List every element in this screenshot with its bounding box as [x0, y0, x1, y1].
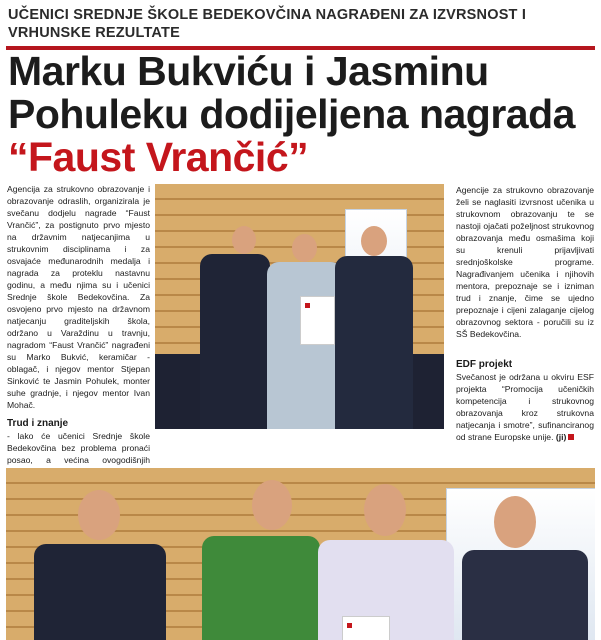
award-photo-bottom — [6, 468, 595, 640]
right-paragraph-2-text: Svečanost je održana u okviru ESF projekta “Promocija učeničkih kompetencija i strukovnog obrazovanja kroz strukovna natjecanja i smotre”, sufinanciranog od strane Europske unije. — [456, 372, 594, 442]
award-certificate — [342, 616, 390, 640]
suit-shape — [34, 544, 166, 640]
left-subhead: Trud i znanje — [7, 418, 69, 429]
right-text-column — [456, 184, 594, 443]
author-signature: (ji) — [555, 432, 567, 442]
suit-shape — [335, 256, 413, 429]
shirt-shape — [202, 536, 320, 640]
headline-award-name: “Faust Vrančić” — [8, 134, 309, 180]
award-photo-top — [155, 184, 444, 429]
article-kicker: UČENICI SREDNJE ŠKOLE BEDEKOVČINA NAGRAĐENI ZA IZVRSNOST I VRHUNSKE REZULTATE — [8, 7, 527, 41]
head-shape — [361, 226, 387, 256]
right-paragraph-1: Agencije za strukovno obrazovanje želi se naglasiti izvrsnost učenika u strukovnom obrazovanju te se nastoji ojačati poželjnost strukovnog obrazovanja među osmašima koji su krenuli prijavljivati srednjoškolske programe. Nagrađivanjem učenika i njihovih mentora, prepoznaje se i izniman trud i znanje, čime se ujedno prepoznaje i cijeni zalaganje cijelog obrazovnog sektora - poručili su iz SŠ Bedekovčina. — [456, 185, 594, 339]
right-subhead: EDF projekt — [456, 359, 513, 370]
suit-shape — [200, 254, 270, 429]
head-shape — [292, 234, 317, 262]
left-paragraph-1: Agencija za strukovno obrazovanje i obrazovanje odraslih, organizirala je svečanu dodjelu nagrade “Faust Vrančić”, za postignuto prvo mjesto na državnim natjecanjima u strukovnim disciplinama i za osvajaće međunarodnih medalja i nagrada za proteklu nastavnu godinu, a među njima su i učenici Srednje škole Bedekovčina. Za osvojeno prvo mjesto na državnom natjecanju graditeljskih škola, održano u Varaždinu u travnju, nagradom “Faust Vrančić” nagrađeni su Marko Bukvić, keramičar - oblagač, i njegov mentor Stjepan Sinković te Jasmin Pohulek, monter suhe gradnje, i njegov mentor Ivan Mohač. — [7, 184, 150, 410]
article-end-icon — [568, 434, 574, 440]
award-certificate — [300, 296, 335, 345]
headline-main: Marku Bukviću i Jasminu Pohuleku dodijeljena nagrada — [8, 48, 575, 137]
right-paragraph-2 — [456, 371, 594, 443]
head-shape — [78, 490, 120, 540]
head-shape — [232, 226, 256, 254]
article-headline — [8, 50, 598, 179]
left-text-column — [7, 183, 150, 478]
suit-shape — [462, 550, 588, 640]
certificate-logo-icon — [305, 303, 310, 308]
head-shape — [252, 480, 292, 530]
head-shape — [494, 496, 536, 548]
shirt-shape — [267, 262, 343, 429]
left-paragraph-2: - lako će učenici Srednje škole Bedekovčina bez problema pronaći posao, a većina ovogodišnjih — [7, 431, 150, 465]
head-shape — [364, 484, 406, 536]
certificate-logo-icon — [347, 623, 352, 628]
